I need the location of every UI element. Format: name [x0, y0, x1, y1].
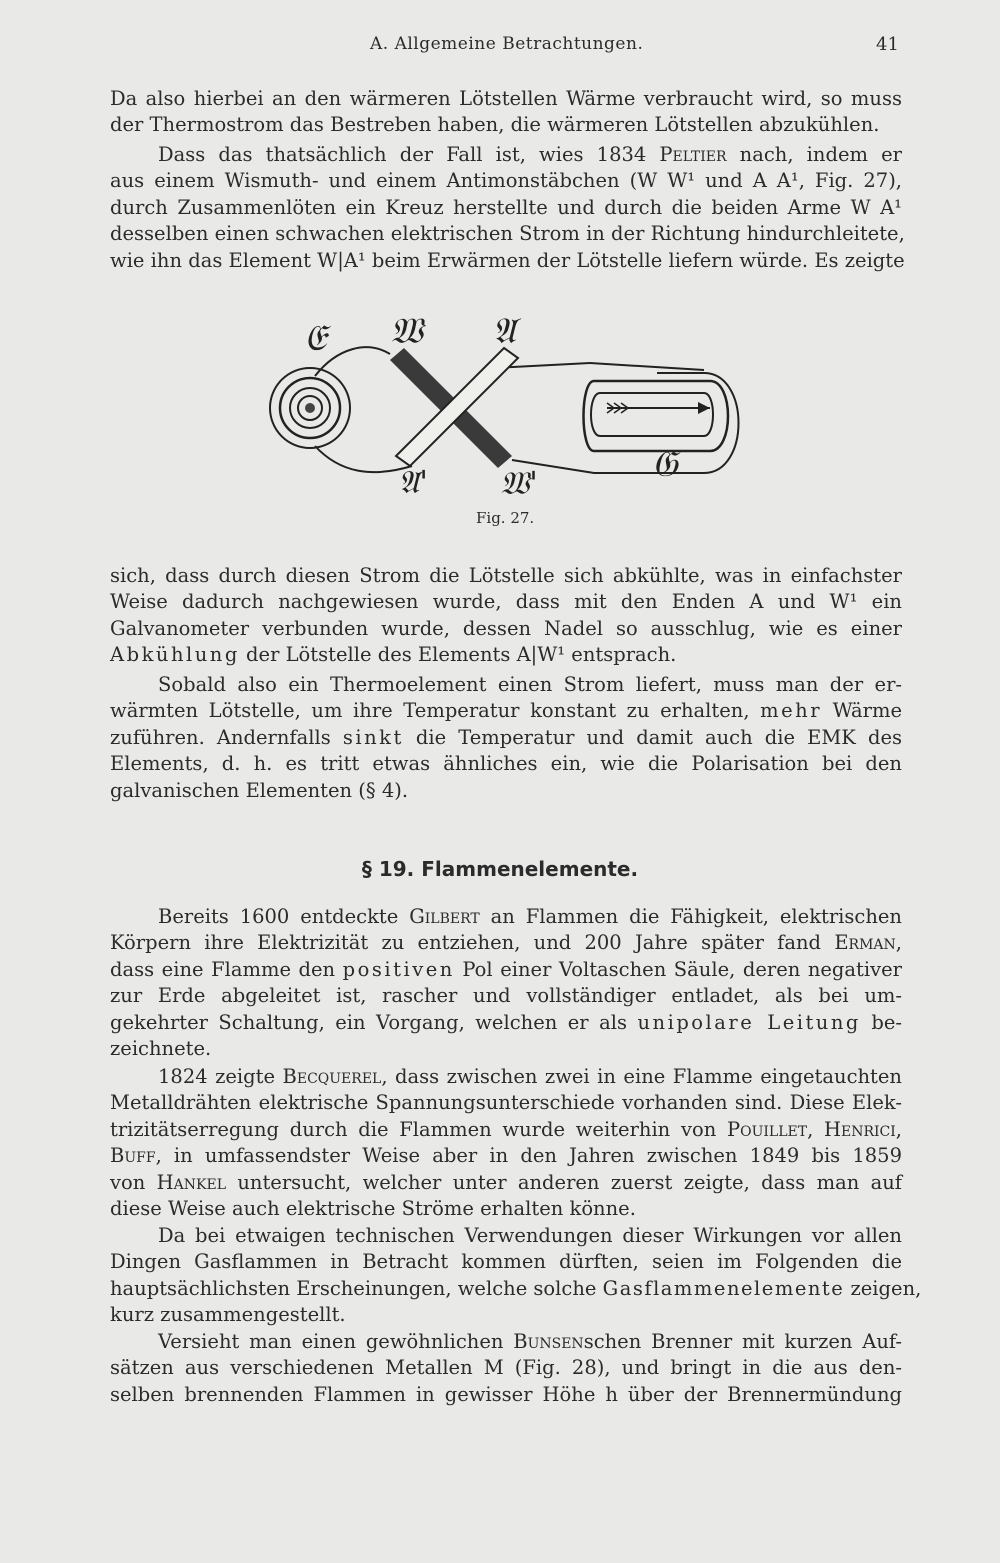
text-line: Da also hierbei an den wärmeren Lötstellen Wärme verbraucht wird, so muss	[110, 87, 902, 110]
paragraph-4	[110, 672, 902, 804]
text-line: der Thermostrom das Bestreben haben, die wärmeren Lötstellen abzukühlen.	[110, 113, 880, 137]
author-name: Gilbert	[409, 905, 480, 928]
arrow-head	[698, 402, 710, 414]
galvanometer-inner-frame	[591, 393, 713, 436]
text-line: galvanischen Elementen (§ 4).	[110, 778, 409, 802]
text-line: hauptsächlichsten Erscheinungen, welche solche Gasflammenelemente zeigen,	[110, 1276, 922, 1300]
text-line: zeichnete.	[110, 1037, 212, 1061]
text-line: selben brennenden Flammen in gewisser Höhe h über der Brennermündung	[110, 1382, 902, 1406]
author-name: Peltier	[659, 143, 727, 166]
emphasis: Abkühlung	[110, 643, 240, 667]
text-line: Metalldrähten elektrische Spannungsunterschiede vorhanden sind. Diese Elek-	[110, 1091, 902, 1115]
running-title: A. Allgemeine Betrachtungen.	[370, 34, 644, 54]
paragraph-2	[110, 142, 905, 274]
text-line: Körpern ihre Elektrizität zu entziehen, und 200 Jahre später fand Erman,	[110, 931, 902, 955]
text-line: Bereits 1600 entdeckte Gilbert an Flammen die Fähigkeit, elektrischen	[158, 905, 902, 928]
emphasis: sinkt	[342, 725, 404, 749]
author-name: Buff	[110, 1144, 156, 1168]
running-header	[0, 34, 1000, 64]
emphasis: positiven	[342, 957, 455, 981]
author-name: Hankel	[156, 1170, 226, 1194]
galvanometer-wire	[512, 373, 739, 473]
text-line: aus einem Wismuth- und einem Antimonstäbchen (W W¹ und A A¹, Fig. 27),	[110, 169, 902, 193]
paragraph-8	[110, 1329, 902, 1408]
text-line: durch Zusammenlöten ein Kreuz herstellte und durch die beiden Arme W A¹	[110, 195, 902, 219]
author-name: Erman	[834, 931, 896, 955]
text-line: zuführen. Andernfalls sinkt die Temperatur und damit auch die EMK des	[110, 725, 902, 749]
text-line: von Hankel untersucht, welcher unter anderen zuerst zeigte, dass man auf	[110, 1170, 903, 1194]
author-name: Henrici	[824, 1117, 896, 1141]
paragraph-1	[110, 86, 902, 139]
figure-27-thermocross-diagram	[262, 298, 752, 508]
label-W-prime: 𝔚'	[500, 464, 538, 502]
element-core	[305, 403, 315, 413]
text-line: Abkühlung der Lötstelle des Elements A|W¹ entsprach.	[110, 643, 677, 667]
text-line: sätzen aus verschiedenen Metallen M (Fig. 28), und bringt in die aus den-	[110, 1356, 902, 1380]
text-line: trizitätserregung durch die Flammen wurde weiterhin von Pouillet, Henrici,	[110, 1117, 902, 1141]
text-line: sich, dass durch diesen Strom die Lötstelle sich abkühlte, was in einfachster	[110, 564, 902, 587]
emphasis: unipolare Leitung	[637, 1010, 861, 1034]
text-line: Weise dadurch nachgewiesen wurde, dass mit den Enden A und W¹ ein	[110, 590, 902, 614]
text-line: gekehrter Schaltung, ein Vorgang, welchen er als unipolare Leitung be-	[110, 1010, 903, 1034]
text-line: 1824 zeigte Becquerel, dass zwischen zwei in eine Flamme eingetauchten	[158, 1065, 902, 1088]
text-line: kurz zusammengestellt.	[110, 1303, 346, 1327]
text-line: Dingen Gasflammen in Betracht kommen dürften, seien im Folgenden die	[110, 1250, 902, 1274]
page-number: 41	[876, 34, 899, 55]
text-line: Galvanometer verbunden wurde, dessen Nadel so ausschlug, wie es einer	[110, 616, 902, 640]
text-line: Elements, d. h. es tritt etwas ähnliches ein, wie die Polarisation bei den	[110, 752, 902, 776]
paragraph-3	[110, 563, 902, 669]
author-name: Bunsen	[513, 1330, 584, 1353]
galvanometer-wire	[590, 363, 704, 370]
paragraph-7	[110, 1223, 922, 1329]
galvanometer-frame	[584, 381, 729, 451]
text-line: wärmten Lötstelle, um ihre Temperatur konstant zu erhalten, mehr Wärme	[110, 699, 902, 723]
text-line: dass eine Flamme den positiven Pol einer Voltaschen Säule, deren negativer	[110, 957, 902, 981]
text-line: Versieht man einen gewöhnlichen Bunsenschen Brenner mit kurzen Auf-	[158, 1330, 902, 1353]
text-line: diese Weise auch elektrische Ströme erhalten könne.	[110, 1197, 636, 1221]
label-W: 𝔚	[390, 311, 423, 352]
text-line: Sobald also ein Thermoelement einen Strom liefert, muss man der er-	[158, 673, 902, 696]
author-name: Becquerel	[282, 1065, 382, 1088]
paragraph-5	[110, 904, 902, 1062]
label-G: 𝔊	[652, 444, 678, 485]
text-line: desselben einen schwachen elektrischen Strom in der Richtung hindurchleitete,	[110, 222, 905, 246]
text-line: zur Erde abgeleitet ist, rascher und vollständiger entladet, als bei um-	[110, 984, 902, 1008]
label-A: 𝔄	[492, 311, 516, 352]
emphasis: mehr	[760, 699, 823, 723]
text-line: Buff, in umfassendster Weise aber in den Jahren zwischen 1849 bis 1859	[110, 1144, 902, 1168]
label-A-prime: 𝔄'	[398, 463, 429, 501]
figure-caption: Fig. 27.	[476, 509, 535, 527]
emphasis: Gasflammenelemente	[602, 1276, 845, 1300]
text-line: wie ihn das Element W|A¹ beim Erwärmen der Lötstelle liefern würde. Es zeigte	[110, 248, 905, 272]
section-heading: § 19. Flammenelemente.	[361, 857, 639, 881]
text-line: Dass das thatsächlich der Fall ist, wies 1834 Peltier nach, indem er	[158, 143, 902, 166]
author-name: Pouillet	[726, 1117, 808, 1141]
paragraph-6	[110, 1064, 902, 1222]
text-line: Da bei etwaigen technischen Verwendungen dieser Wirkungen vor allen	[158, 1224, 902, 1247]
label-E: 𝔈	[304, 318, 327, 359]
